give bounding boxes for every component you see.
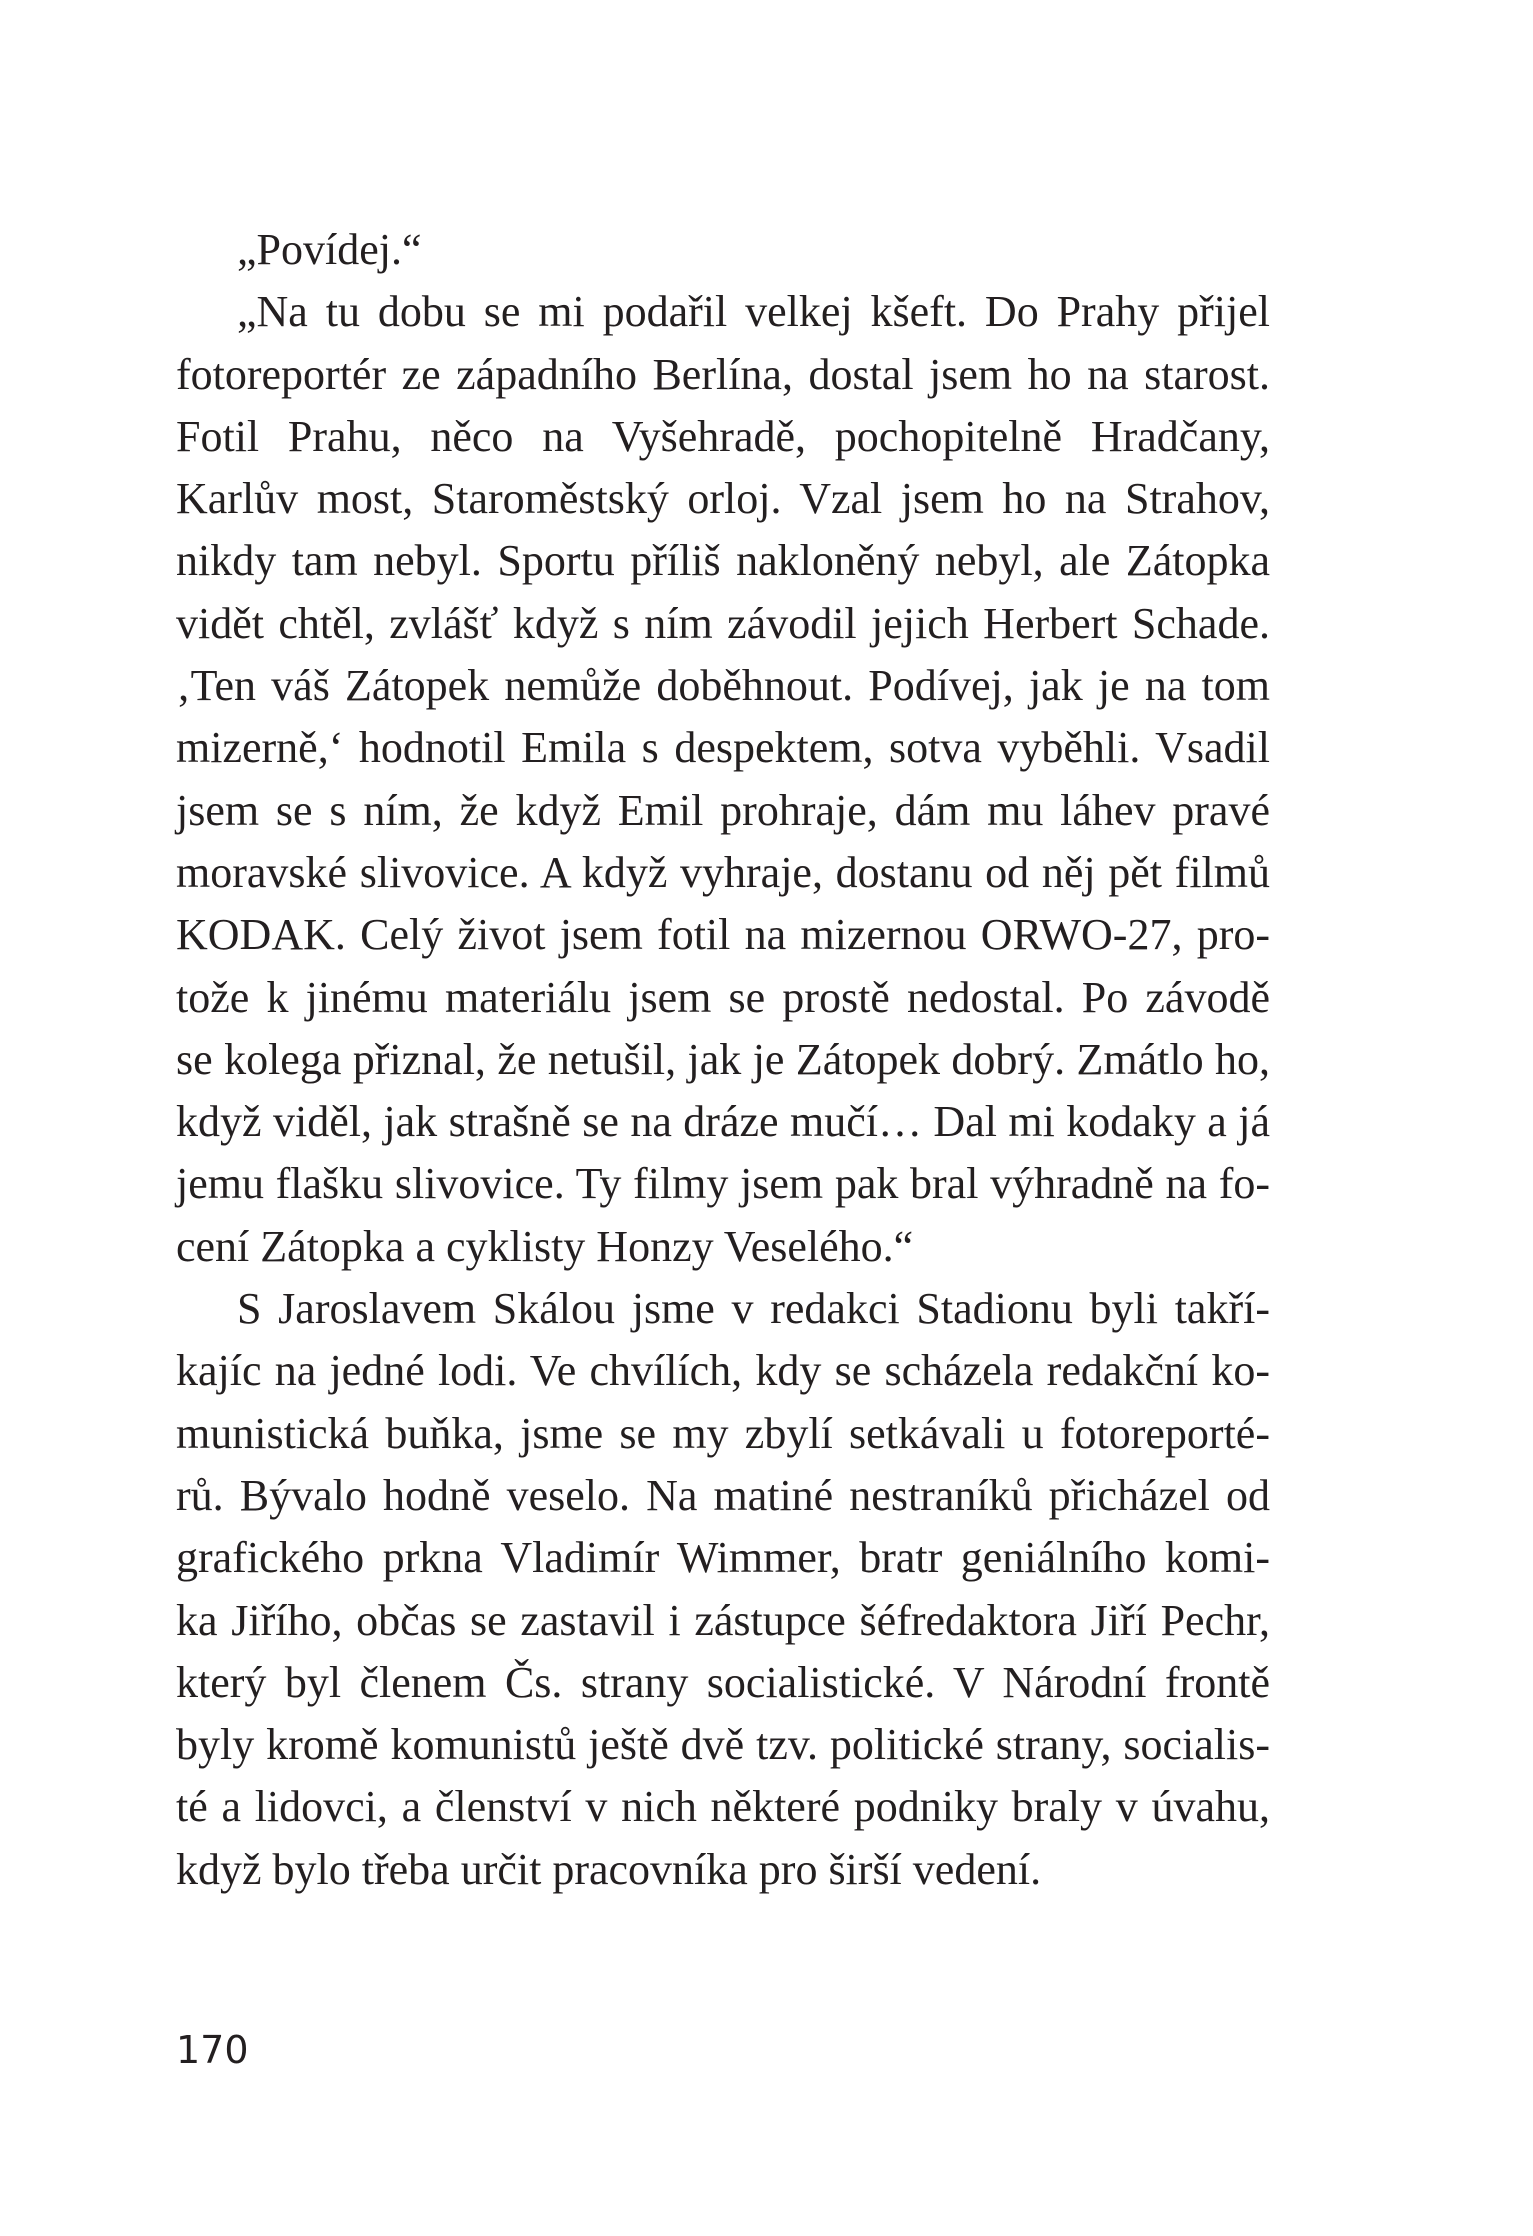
- text-line: mizerně,‘ hodnotil Emila s despektem, sotva vyběhli. Vsadil: [176, 723, 1270, 773]
- text-line: kajíc na jedné lodi. Ve chvílích, kdy se scházela redakční ko-: [176, 1346, 1270, 1396]
- text-line: „Na tu dobu se mi podařil velkej kšeft. Do Prahy přijel: [237, 287, 1270, 337]
- text-line: fotoreportér ze západního Berlína, dostal jsem ho na starost.: [176, 349, 1270, 399]
- text-line: S Jaroslavem Skálou jsme v redakci Stadionu byli takří-: [237, 1284, 1270, 1334]
- text-line: vidět chtěl, zvlášť když s ním závodil jejich Herbert Schade.: [176, 598, 1270, 648]
- text-line: ka Jiřího, občas se zastavil i zástupce šéfredaktora Jiří Pechr,: [176, 1595, 1270, 1645]
- text-line: se kolega přiznal, že netušil, jak je Zátopek dobrý. Zmátlo ho,: [176, 1034, 1270, 1084]
- text-line: když viděl, jak strašně se na dráze mučí… Dal mi kodaky a já: [176, 1097, 1270, 1147]
- body-text: [176, 219, 1270, 1901]
- text-line: ‚Ten váš Zátopek nemůže doběhnout. Podívej, jak je na tom: [176, 661, 1270, 711]
- text-line: munistická buňka, jsme se my zbylí setkávali u fotoreporté-: [176, 1408, 1270, 1458]
- text-line: rů. Bývalo hodně veselo. Na matiné nestraníků přicházel od: [176, 1470, 1270, 1520]
- text-line: když bylo třeba určit pracovníka pro širší vedení.: [176, 1844, 1042, 1894]
- page-number: 170: [176, 2028, 249, 2072]
- text-line: Fotil Prahu, něco na Vyšehradě, pochopitelně Hradčany,: [176, 411, 1270, 461]
- text-line: „Povídej.“: [237, 225, 422, 274]
- text-line: Karlův most, Staroměstský orloj. Vzal jsem ho na Strahov,: [176, 474, 1270, 524]
- text-line: jsem se s ním, že když Emil prohraje, dám mu láhev pravé: [176, 785, 1270, 835]
- text-line: moravské slivovice. A když vyhraje, dostanu od něj pět filmů: [176, 847, 1270, 897]
- text-line: jemu flašku slivovice. Ty filmy jsem pak bral výhradně na fo-: [176, 1159, 1270, 1209]
- text-line: který byl členem Čs. strany socialistické. V Národní frontě: [176, 1657, 1270, 1707]
- text-line: nikdy tam nebyl. Sportu příliš nakloněný nebyl, ale Zátopka: [176, 536, 1270, 586]
- text-line: KODAK. Celý život jsem fotil na mizernou ORWO-27, pro-: [176, 910, 1270, 960]
- text-line: tože k jinému materiálu jsem se prostě nedostal. Po závodě: [176, 972, 1270, 1022]
- text-line: cení Zátopka a cyklisty Honzy Veselého.“: [176, 1221, 914, 1271]
- text-line: byly kromě komunistů ještě dvě tzv. politické strany, socialis-: [176, 1720, 1270, 1770]
- text-line: grafického prkna Vladimír Wimmer, bratr geniálního komi-: [176, 1533, 1270, 1583]
- text-line: té a lidovci, a členství v nich některé podniky braly v úvahu,: [176, 1782, 1270, 1832]
